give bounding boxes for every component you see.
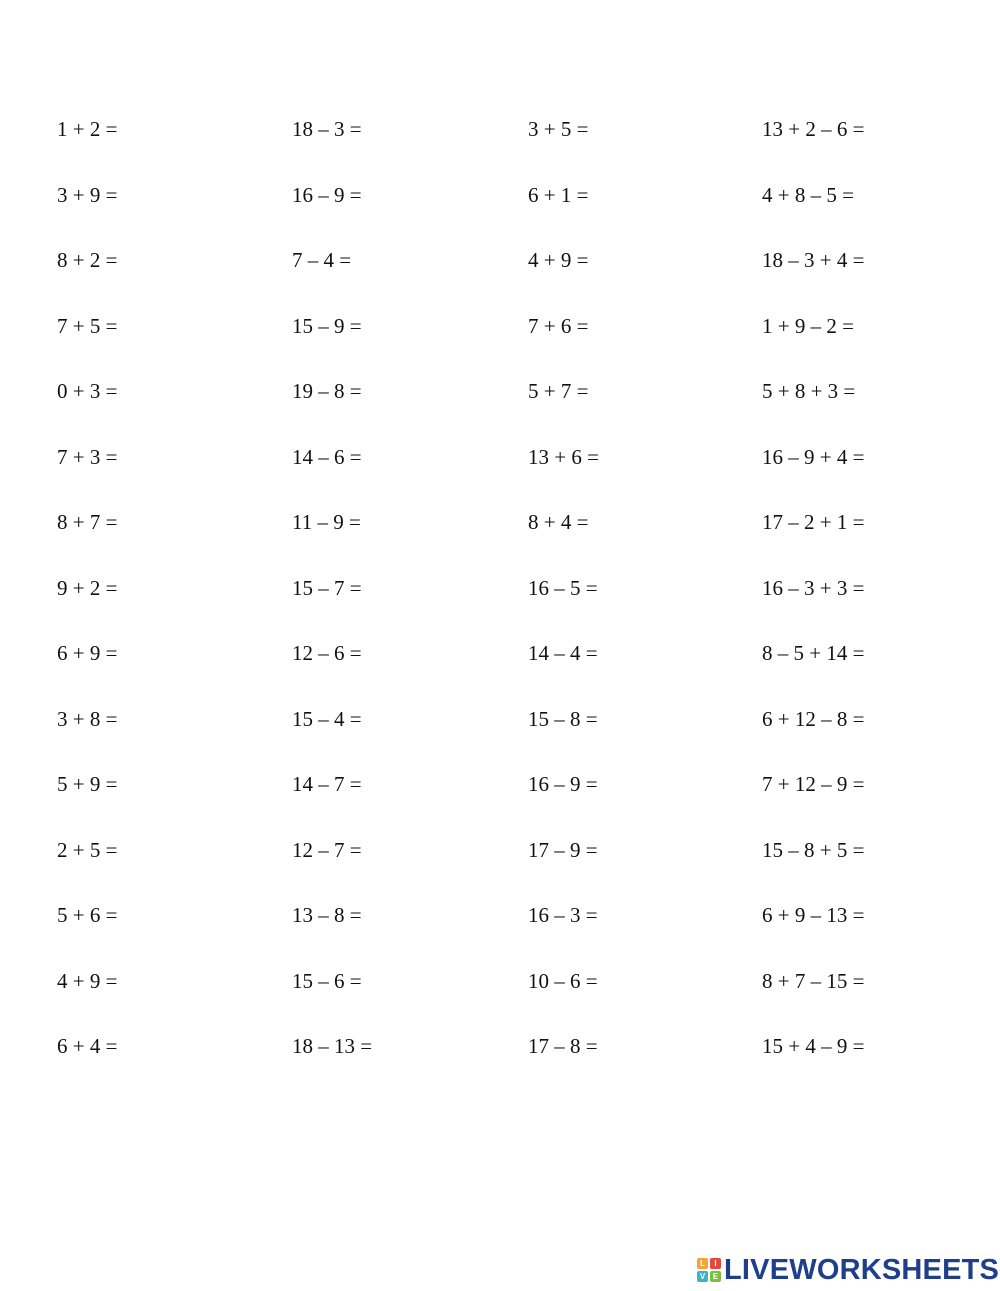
math-problem: 5 + 6 =	[57, 903, 118, 927]
math-problem: 9 + 2 =	[57, 575, 118, 600]
math-problem: 15 – 7 =	[292, 575, 362, 600]
math-problem: 13 + 2 – 6 =	[762, 117, 865, 141]
math-problem: 8 + 7 – 15 =	[762, 968, 865, 993]
problem-column-4	[762, 112, 864, 1095]
math-problem: 5 + 8 + 3 =	[762, 379, 856, 403]
math-problem: 3 + 5 =	[528, 117, 589, 141]
math-problem: 15 – 4 =	[292, 706, 362, 731]
math-problem: 13 + 6 =	[528, 444, 599, 469]
math-problem: 14 – 6 =	[292, 444, 362, 469]
math-problem: 19 – 8 =	[292, 379, 362, 403]
logo-block-e: E	[710, 1271, 721, 1282]
math-problem: 12 – 7 =	[292, 837, 362, 862]
logo-block-l: L	[697, 1258, 708, 1269]
math-problem: 17 – 2 + 1 =	[762, 510, 865, 534]
math-problem: 17 – 9 =	[528, 837, 598, 862]
math-problem: 14 – 7 =	[292, 772, 362, 796]
math-problem: 8 + 7 =	[57, 510, 118, 534]
math-problem: 4 + 8 – 5 =	[762, 182, 854, 207]
problem-column-1	[57, 112, 117, 1095]
math-problem: 16 – 9 + 4 =	[762, 444, 865, 469]
math-problem: 7 + 6 =	[528, 313, 589, 338]
math-problem: 17 – 8 =	[528, 1034, 598, 1058]
math-problem: 4 + 9 =	[528, 248, 589, 272]
math-problem: 16 – 3 + 3 =	[762, 575, 865, 600]
math-problem: 0 + 3 =	[57, 379, 118, 403]
math-problem: 14 – 4 =	[528, 641, 598, 665]
math-problem: 5 + 9 =	[57, 772, 118, 796]
math-problem: 15 – 8 =	[528, 706, 598, 731]
math-problem: 15 – 9 =	[292, 313, 362, 338]
math-problem: 7 + 12 – 9 =	[762, 772, 865, 796]
math-problem: 5 + 7 =	[528, 379, 589, 403]
math-problem: 2 + 5 =	[57, 837, 118, 862]
math-problem: 6 + 12 – 8 =	[762, 706, 865, 731]
logo-wordmark: LIVEWORKSHEETS	[724, 1253, 1000, 1286]
math-problem: 6 + 9 – 13 =	[762, 903, 865, 927]
math-problem: 4 + 9 =	[57, 968, 118, 993]
math-problem: 7 + 5 =	[57, 313, 118, 338]
math-problem: 1 + 2 =	[57, 117, 118, 141]
math-problem: 10 – 6 =	[528, 968, 598, 993]
math-problem: 18 – 3 =	[292, 117, 362, 141]
math-problem: 11 – 9 =	[292, 510, 361, 534]
math-problem: 3 + 9 =	[57, 182, 118, 207]
math-problem: 6 + 9 =	[57, 641, 118, 665]
math-problem: 7 – 4 =	[292, 248, 352, 272]
math-problem: 18 – 13 =	[292, 1034, 373, 1058]
math-problem: 15 – 6 =	[292, 968, 362, 993]
math-problem: 13 – 8 =	[292, 903, 362, 927]
logo-icon	[697, 1258, 721, 1282]
math-problem: 12 – 6 =	[292, 641, 362, 665]
math-problem: 16 – 3 =	[528, 903, 598, 927]
math-problem: 8 + 2 =	[57, 248, 118, 272]
math-problem: 7 + 3 =	[57, 444, 118, 469]
logo-block-i: I	[710, 1258, 721, 1269]
math-problem: 15 + 4 – 9 =	[762, 1034, 865, 1058]
problem-column-2	[292, 112, 372, 1095]
math-problem: 3 + 8 =	[57, 706, 118, 731]
logo-block-v: V	[697, 1271, 708, 1282]
math-problem: 16 – 5 =	[528, 575, 598, 600]
math-problem: 16 – 9 =	[292, 182, 362, 207]
math-problem: 18 – 3 + 4 =	[762, 248, 865, 272]
math-problem: 1 + 9 – 2 =	[762, 313, 854, 338]
problem-column-3	[528, 112, 599, 1095]
math-problem: 6 + 4 =	[57, 1034, 118, 1058]
math-problem: 15 – 8 + 5 =	[762, 837, 865, 862]
math-problem: 8 – 5 + 14 =	[762, 641, 865, 665]
math-problem: 8 + 4 =	[528, 510, 589, 534]
math-problem: 16 – 9 =	[528, 772, 598, 796]
liveworksheets-logo	[697, 1253, 999, 1287]
math-problem: 6 + 1 =	[528, 182, 589, 207]
